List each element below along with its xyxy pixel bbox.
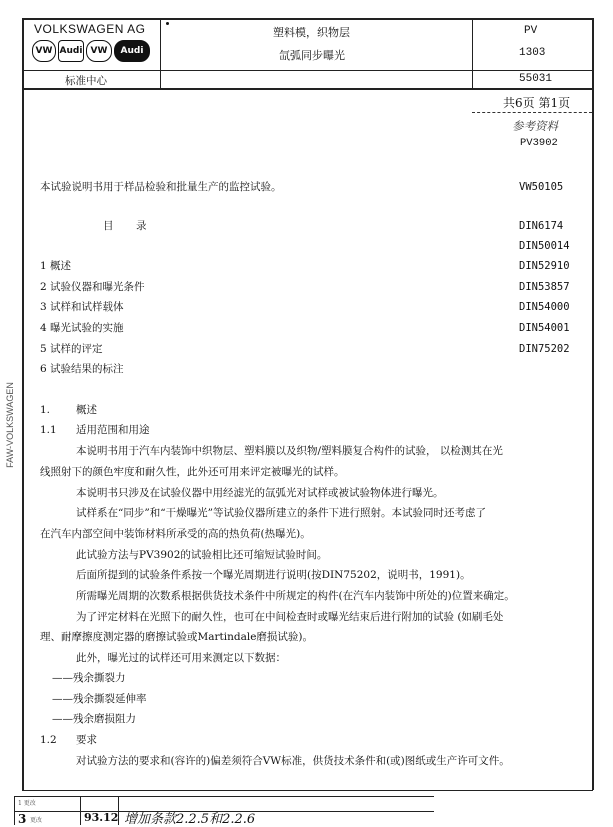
paragraph-line: 本说明书用于汽车内装饰中织物层、塑料膜以及织物/塑料膜复合构件的试验， 以检测其在光 [76, 445, 503, 457]
vw-logo: VW [32, 40, 56, 62]
standard-ref: DIN54000 [519, 301, 570, 313]
section-number: 1.2 [40, 734, 57, 746]
toc-item: 2 试验仪器和曝光条件 [40, 281, 145, 293]
toc-item: 4 曝光试验的实施 [40, 322, 124, 334]
ref-doc: PV3902 [520, 137, 558, 149]
section-number: 1.1 [40, 424, 57, 436]
revision-note: 增加条款2.2.5和2.2.6 [124, 812, 256, 827]
frame-bottom [22, 790, 593, 791]
toc-item: 5 试样的评定 [40, 343, 103, 355]
toc-item: 3 试样和试样载体 [40, 301, 124, 313]
paragraph-line: 对试验方法的要求和(容许的)偏差须符合VW标准，供货技术条件和(或)图纸或生产许可文件。 [76, 755, 510, 767]
audi-logo-second: Audi [114, 40, 150, 62]
frame-left [22, 88, 24, 790]
list-item: ——残余撕裂延伸率 [52, 693, 147, 705]
list-item: ——残余磨损阻力 [52, 713, 136, 725]
paragraph-line: 理、耐摩擦度测定器的磨擦试验或Martindale磨损试验)。 [40, 631, 314, 643]
paragraph-line: 此试验方法与PV3902的试验相比还可缩短试验时间。 [76, 549, 328, 561]
standard-ref: VW50105 [519, 181, 564, 193]
doc-number: 1303 [519, 47, 546, 59]
section-title: 概述 [76, 404, 97, 416]
toc-title: 目 录 [103, 220, 153, 232]
paragraph-line: 此外，曝光过的试样还可用来测定以下数据： [76, 652, 286, 664]
standard-ref: DIN52910 [519, 260, 570, 272]
standard-ref: DIN6174 [519, 220, 564, 232]
paragraph-line: 在汽车内部空间中装饰材料所承受的高的热负荷(热曝光)。 [40, 528, 311, 540]
audi-logo: Audi [58, 40, 84, 62]
paragraph-line: 本说明书只涉及在试验仪器中用经滤光的氙弧光对试样或被试验物体进行曝光。 [76, 487, 444, 499]
revision-label: 更改 [30, 817, 43, 824]
list-item: ——残余撕裂力 [52, 672, 126, 684]
vw-logo-second: VW [86, 40, 112, 62]
standard-ref: DIN53857 [519, 281, 570, 293]
doc-code: 55031 [519, 73, 553, 85]
revision-label: 1 更改 [18, 800, 36, 807]
paragraph-line: 为了评定材料在光照下的耐久性，也可在中间检查时或曝光结束后进行附加的试验 (如刷毛处 [76, 611, 504, 623]
standard-ref: DIN75202 [519, 343, 570, 355]
doc-title-line2: 氙弧同步曝光 [279, 49, 345, 62]
side-label: FAW-VOLKSWAGEN [5, 382, 15, 468]
standard-ref: DIN54001 [519, 322, 570, 334]
revision-date: 93.12 [84, 811, 119, 824]
bullet-mark [166, 22, 169, 25]
paragraph-line: 试样系在“同步”和“干燥曝光”等试验仪器所建立的条件下进行照射。本试验同时还考虑了 [76, 507, 486, 519]
ref-divider [472, 112, 592, 113]
toc-item: 6 试验结果的标注 [40, 363, 124, 375]
paragraph-line: 线照射下的颜色牢度和耐久性，此外还可用来评定被曝光的试样。 [40, 466, 345, 478]
toc-item: 1 概述 [40, 260, 72, 272]
page-count: 共6页 第1页 [503, 96, 571, 110]
paragraph-line: 所需曝光周期的次数系根据供货技术条件中所规定的构件(在汽车内装饰中所处的)位置来确定。 [76, 590, 515, 602]
standard-ref: DIN50014 [519, 240, 570, 252]
section-title: 适用范围和用途 [76, 424, 150, 436]
company-name: VOLKSWAGEN AG [34, 22, 146, 36]
section-title: 要求 [76, 734, 97, 746]
department: 标准中心 [65, 75, 107, 87]
ref-label: 参考资料 [512, 119, 558, 133]
intro-text: 本试验说明书用于样品检验和批量生产的监控试验。 [40, 181, 282, 193]
doc-title-line1: 塑料模，织物层 [273, 26, 350, 39]
revision-index: 3 [18, 812, 27, 826]
paragraph-line: 后面所提到的试验条件系按一个曝光周期进行说明(按DIN75202，说明书，1991)。 [76, 569, 471, 581]
section-number: 1. [40, 404, 51, 416]
doc-type: PV [524, 25, 538, 37]
